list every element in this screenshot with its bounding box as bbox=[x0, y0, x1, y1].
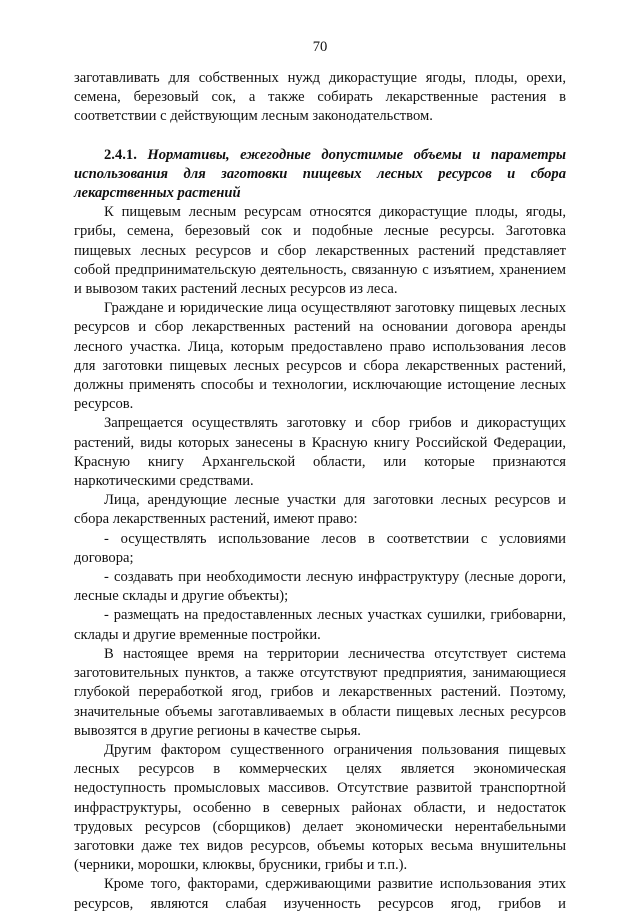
section-heading bbox=[74, 146, 566, 204]
rights-list-item: - осуществлять использование лесов в соответствии с условиями договора; bbox=[74, 530, 566, 566]
paragraph-current-situation: В настоящее время на территории лесничества отсутствует система заготовительных пунктов, а также отсутствуют предприятия, занимающиеся глубокой переработкой ягод, грибов и лекарственных растений. Поэтому, значительные объемы заготавливаемых в области пищевых лесных ресурсов вывозятся в другие регионы в качестве сырья. bbox=[74, 645, 566, 739]
section-number: 2.4.1. bbox=[104, 146, 137, 163]
paragraph-continuation: Кроме того, факторами, сдерживающими развитие использования этих ресурсов, являются слабая изученность ресурсов ягод, грибов и bbox=[74, 876, 566, 912]
page-number: 70 bbox=[312, 39, 328, 55]
intro-paragraph: заготавливать для собственных нужд дикорастущие ягоды, плоды, орехи, семена, березовый сок, а также собирать лекарственные растения в соответствии с действующим лесным законодательством. bbox=[74, 70, 566, 125]
paragraph-lessee-rights: Лица, арендующие лесные участки для заготовки лесных ресурсов и сбора лекарственных растений, имеют право: bbox=[74, 492, 566, 528]
rights-list-item: - создавать при необходимости лесную инфраструктуру (лесные дороги, лесные склады и другие объекты); bbox=[74, 569, 566, 605]
section-title: Нормативы, ежегодные допустимые объемы и параметры использования для заготовки пищевых лесных ресурсов и сбора лекарственных растений bbox=[74, 146, 566, 202]
paragraph-food-resources: К пищевым лесным ресурсам относятся дикорастущие плоды, ягоды, грибы, семена, березовый сок и подобные лесные ресурсы. Заготовка пищевых лесных ресурсов и сбор лекарственных растений представляет собой предпринимательскую деятельность, связанную с изъятием, хранением и вывозом таких растений лесных ресурсов из леса. bbox=[74, 204, 566, 298]
paragraph-economic-factors: Другим фактором существенного ограничения пользования пищевых лесных ресурсов в коммерческих целях является экономическая недоступность промысловых массивов. Отсутствие развитой транспортной инфраструктуры, особенно в северных районах области, и недостаток трудовых ресурсов (сборщиков) делает экономически нерентабельными заготовки даже тех видов ресурсов, объемы которых весьма внушительны (черники, морошки, клюквы, брусники, грибы и т.п.). bbox=[74, 741, 566, 874]
page-content bbox=[74, 69, 566, 914]
paragraph-prohibition: Запрещается осуществлять заготовку и сбор грибов и дикорастущих растений, виды которых занесены в Красную книгу Российской Федерации, Красную книгу Архангельской области, или которые признаются наркотическими средствами. bbox=[74, 415, 566, 490]
rights-list-item: - размещать на предоставленных лесных участках сушилки, грибоварни, склады и другие временные постройки. bbox=[74, 607, 566, 643]
paragraph-citizens-entities: Граждане и юридические лица осуществляют заготовку пищевых лесных ресурсов и сбор лекарственных растений на основании договора аренды лесного участка. Лица, которым предоставлено право использования лесов для заготовки пищевых лесных ресурсов и сбора лекарственных растений, должны применять способы и технологии, исключающие истощение лесных ресурсов. bbox=[74, 300, 566, 413]
